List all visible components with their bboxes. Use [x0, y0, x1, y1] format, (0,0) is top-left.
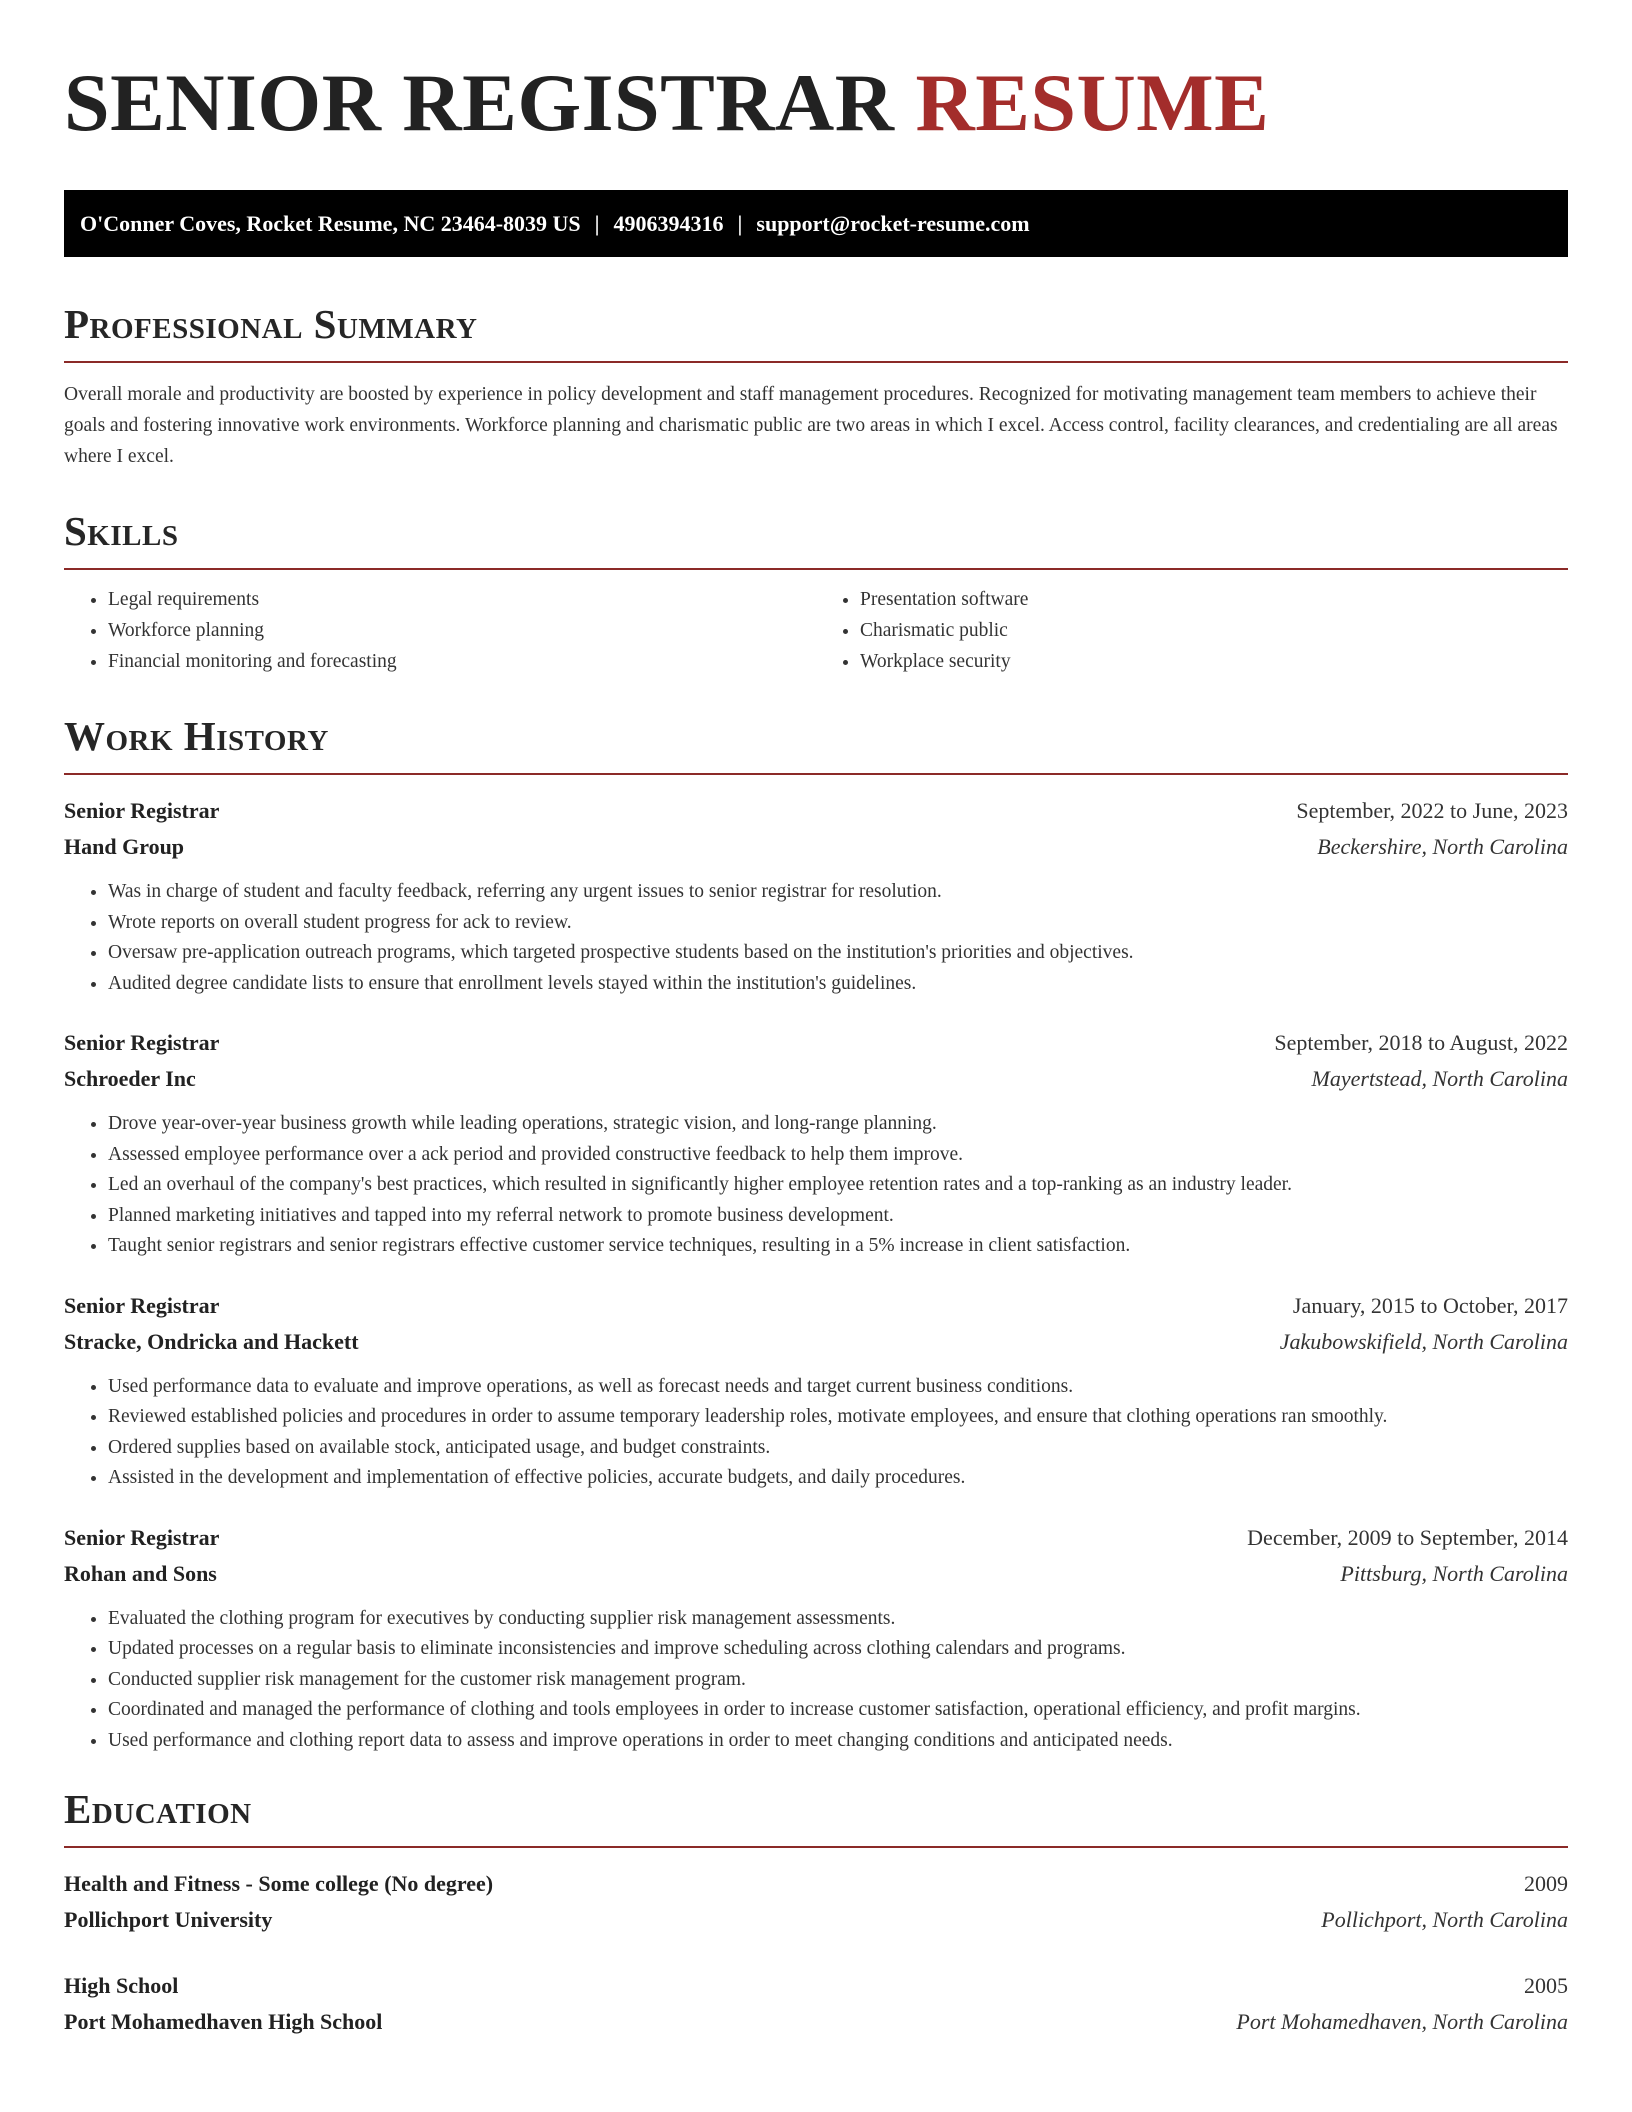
contact-address: O'Conner Coves, Rocket Resume, NC 23464-8039 US: [80, 211, 581, 236]
job-bullet: • Led an overhaul of the company's best practices, which resulted in significantly higher employee retention rates and a top-ranking as an industry leader.: [108, 1170, 1568, 1201]
job-dates: December, 2009 to September, 2014: [1247, 1524, 1568, 1550]
job-entry: [64, 1025, 1568, 1262]
job-entry: [64, 793, 1568, 999]
education-year: 2005: [1524, 1973, 1568, 1998]
job-dates: January, 2015 to October, 2017: [1292, 1292, 1568, 1318]
job-bullet: • Assisted in the development and implementation of effective policies, accurate budgets, and daily procedures.: [108, 1463, 1568, 1494]
education-school-row: [64, 2004, 1568, 2040]
education-entry: [64, 1968, 1568, 2040]
education-school-row: [64, 1902, 1568, 1938]
job-bullet: • Wrote reports on overall student progress for ack to review.: [108, 908, 1568, 939]
education-degree: High School: [64, 1973, 179, 1998]
skills-grid: [64, 584, 1568, 677]
job-title: Senior Registrar: [64, 1524, 220, 1550]
job-bullet: • Assessed employee performance over a ack period and provided constructive feedback to help them improve.: [108, 1140, 1568, 1171]
job-bullet: • Conducted supplier risk management for the customer risk management program.: [108, 1665, 1568, 1696]
job-dates: September, 2022 to June, 2023: [1296, 798, 1568, 823]
work-history-section: [64, 713, 1568, 1756]
job-bullet: • Used performance and clothing report data to assess and improve operations in order to meet changing conditions and anticipated needs.: [108, 1726, 1568, 1757]
job-bullet: • Taught senior registrars and senior registrars effective customer service techniques, resulting in a 5% increase in client satisfaction.: [108, 1231, 1568, 1262]
job-header-row: [64, 1520, 1568, 1556]
job-bullet: • Audited degree candidate lists to ensure that enrollment levels stayed within the institution's guidelines.: [108, 969, 1568, 1000]
job-bullet: • Updated processes on a regular basis to eliminate inconsistencies and improve scheduling across clothing calendars and programs.: [108, 1634, 1568, 1665]
job-bullet: • Planned marketing initiatives and tapped into my referral network to promote business development.: [108, 1201, 1568, 1232]
education-location: Pollichport, North Carolina: [1321, 1907, 1568, 1932]
skill-item: • Presentation software: [860, 584, 1568, 615]
job-header-row: [64, 1025, 1568, 1061]
summary-section: [64, 301, 1568, 472]
skills-section: [64, 508, 1568, 677]
education-school: Pollichport University: [64, 1907, 273, 1932]
job-bullet: • Drove year-over-year business growth while leading operations, strategic vision, and long-range planning.: [108, 1109, 1568, 1140]
skills-column-right: [816, 584, 1568, 677]
contact-separator: |: [737, 211, 743, 236]
job-bullet: • Used performance data to evaluate and improve operations, as well as forecast needs and target current business conditions.: [108, 1372, 1568, 1403]
job-bullets: [64, 1109, 1568, 1262]
skills-heading: Skills: [64, 508, 1568, 570]
skill-item: • Workforce planning: [108, 615, 816, 646]
job-company: Rohan and Sons: [64, 1560, 217, 1586]
job-company: Hand Group: [64, 834, 185, 859]
education-section: [64, 1786, 1568, 2040]
job-location: Mayertstead, North Carolina: [1311, 1066, 1568, 1091]
job-entry: [64, 1520, 1568, 1757]
job-location: Jakubowskifield, North Carolina: [1279, 1328, 1568, 1354]
contact-bar: [64, 190, 1568, 257]
resume-title: [64, 56, 1568, 150]
job-header-row: [64, 793, 1568, 829]
job-company-row: [64, 829, 1568, 865]
education-heading: Education: [64, 1786, 1568, 1848]
job-company-row: [64, 1556, 1568, 1592]
skill-item: • Legal requirements: [108, 584, 816, 615]
job-title: Senior Registrar: [64, 798, 220, 823]
skill-item: • Charismatic public: [860, 615, 1568, 646]
job-bullet: • Coordinated and managed the performance of clothing and tools employees in order to increase customer satisfaction, operational efficiency, and profit margins.: [108, 1695, 1568, 1726]
education-school: Port Mohamedhaven High School: [64, 2009, 383, 2034]
job-bullet: • Evaluated the clothing program for executives by conducting supplier risk management assessments.: [108, 1604, 1568, 1635]
education-entry: [64, 1866, 1568, 1938]
work-history-heading: Work History: [64, 713, 1568, 775]
education-location: Port Mohamedhaven, North Carolina: [1236, 2009, 1568, 2034]
skills-column-left: [64, 584, 816, 677]
job-bullet: • Reviewed established policies and procedures in order to assume temporary leadership roles, motivate employees, and ensure that clothing operations ran smoothly.: [108, 1402, 1568, 1433]
job-title: Senior Registrar: [64, 1030, 220, 1055]
job-entry: [64, 1288, 1568, 1494]
skill-item: • Financial monitoring and forecasting: [108, 646, 816, 677]
job-header-row: [64, 1288, 1568, 1324]
contact-email: support@rocket-resume.com: [756, 211, 1030, 236]
title-main: SENIOR REGISTRAR: [64, 57, 895, 148]
job-title: Senior Registrar: [64, 1292, 220, 1318]
job-company-row: [64, 1061, 1568, 1097]
skill-item: • Workplace security: [860, 646, 1568, 677]
job-bullets: [64, 1604, 1568, 1757]
job-company: Schroeder Inc: [64, 1066, 196, 1091]
job-bullet: • Was in charge of student and faculty feedback, referring any urgent issues to senior registrar for resolution.: [108, 877, 1568, 908]
job-bullets: [64, 1372, 1568, 1494]
summary-text: Overall morale and productivity are boosted by experience in policy development and staff management procedures. Recognized for motivating management team members to achieve their goals and fostering innovative work environments. Workforce planning and charismatic public are two areas in which I excel. Access control, facility clearances, and credentialing are all areas where I excel.: [64, 384, 1558, 467]
job-bullet: • Ordered supplies based on available stock, anticipated usage, and budget constraints.: [108, 1433, 1568, 1464]
education-header-row: [64, 1866, 1568, 1902]
contact-phone: 4906394316: [613, 211, 724, 236]
summary-heading: Professional Summary: [64, 301, 1568, 363]
job-bullets: [64, 877, 1568, 999]
job-location: Beckershire, North Carolina: [1317, 834, 1568, 859]
job-dates: September, 2018 to August, 2022: [1274, 1030, 1568, 1055]
job-company: Stracke, Ondricka and Hackett: [64, 1328, 359, 1354]
education-header-row: [64, 1968, 1568, 2004]
education-degree: Health and Fitness - Some college (No degree): [64, 1871, 494, 1896]
job-location: Pittsburg, North Carolina: [1340, 1560, 1568, 1586]
contact-separator: |: [594, 211, 600, 236]
title-accent: RESUME: [915, 57, 1270, 148]
job-company-row: [64, 1324, 1568, 1360]
education-year: 2009: [1524, 1871, 1568, 1896]
job-bullet: • Oversaw pre-application outreach programs, which targeted prospective students based on the institution's priorities and objectives.: [108, 938, 1568, 969]
